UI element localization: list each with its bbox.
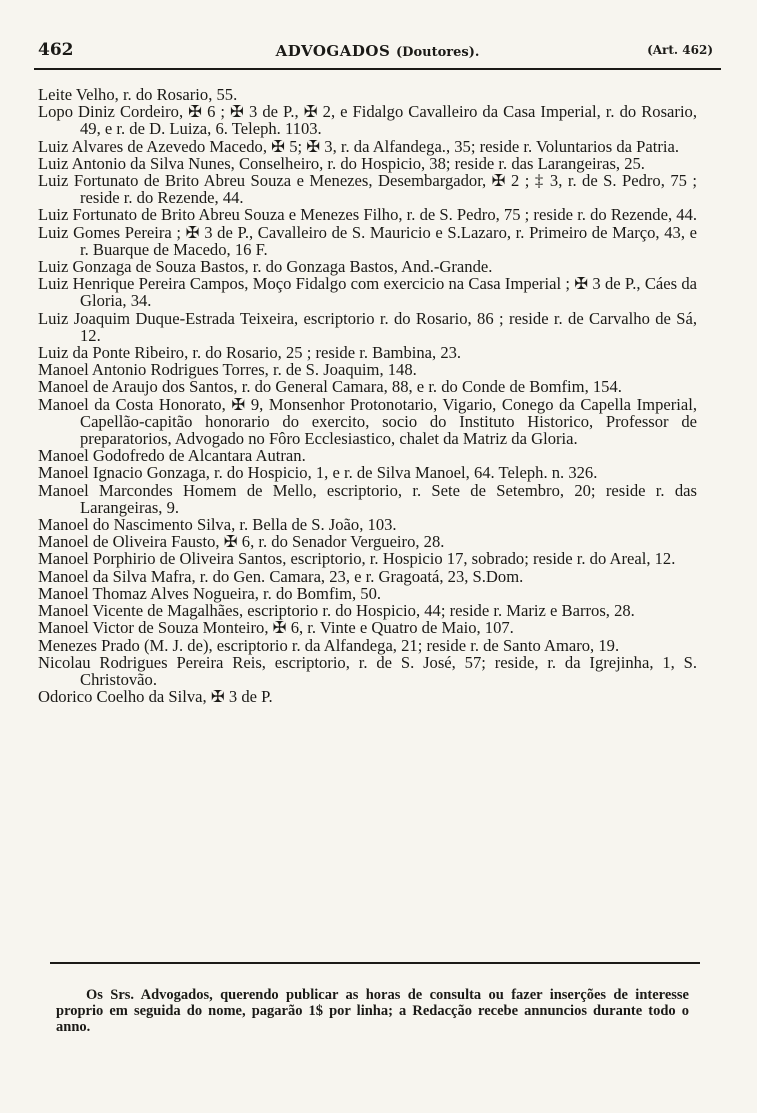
section-title: ADVOGADOS [275,42,391,60]
list-item: Manoel Marcondes Homem de Mello, escriptorio, r. Sete de Setembro, 20; reside r. das Larangeiras, 9. [38,480,697,517]
list-item: Manoel Godofredo de Alcantara Autran. [38,446,306,466]
list-item: Luiz Alvares de Azevedo Macedo, ✠ 5; ✠ 3, r. da Alfandega., 35; reside r. Voluntarios da Patria. [38,136,680,156]
list-item: Manoel de Oliveira Fausto, ✠ 6, r. do Senador Vergueiro, 28. [38,532,445,552]
list-item: Menezes Prado (M. J. de), escriptorio r. da Alfandega, 21; reside r. de Santo Amaro, 19. [38,635,620,655]
list-item: Manoel do Nascimento Silva, r. Bella de S. João, 103. [38,515,397,535]
list-item: Manoel Vicente de Magalhães, escriptorio r. do Hospicio, 44; reside r. Mariz e Barros, 28. [38,601,635,621]
list-item: Manoel da Costa Honorato, ✠ 9, Monsenhor Protonotario, Vigario, Conego da Capella Imperial, Capellão-capitão honorario do exercito, socio do Instituto Historico, Professor de preparatorios, Advogado no Fôro Ecclesiastico, chalet da Matriz da Gloria. [38,394,697,449]
list-item: Luiz Gonzaga de Souza Bastos, r. do Gonzaga Bastos, And.-Grande. [38,257,493,277]
list-item: Manoel Porphirio de Oliveira Santos, escriptorio, r. Hospicio 17, sobrado; reside r. do Areal, 12. [38,549,676,569]
list-item: Luiz Henrique Pereira Campos, Moço Fidalgo com exercicio na Casa Imperial ; ✠ 3 de P., Cáes da Gloria, 34. [38,274,697,311]
page-title [34,42,721,60]
list-item: Manoel da Silva Mafra, r. do Gen. Camara, 23, e r. Gragoatá, 23, S.Dom. [38,566,524,586]
list-item: Nicolau Rodrigues Pereira Reis, escriptorio, r. de S. José, 57; reside, r. da Igrejinha, 1, S. Christovão. [38,652,697,689]
page-header [34,34,721,70]
lawyer-list [38,86,697,705]
list-item: Luiz da Ponte Ribeiro, r. do Rosario, 25 ; reside r. Bambina, 23. [38,343,462,363]
list-item: Manoel de Araujo dos Santos, r. do General Camara, 88, e r. do Conde de Bomfim, 154. [38,377,622,397]
list-item: Luiz Fortunato de Brito Abreu Souza e Menezes, Desembargador, ✠ 2 ; ‡ 3, r. de S. Pedro, 75 ; reside r. do Rezende, 44. [38,171,697,208]
list-item: Lopo Diniz Cordeiro, ✠ 6 ; ✠ 3 de P., ✠ 2, e Fidalgo Cavalleiro da Casa Imperial, r. do Rosario, 49, e r. de D. Luiza, 6. Teleph. 1103. [38,102,697,139]
list-item: Luiz Joaquim Duque-Estrada Teixeira, escriptorio r. do Rosario, 86 ; reside r. de Carvalho de Sá, 12. [38,308,697,345]
list-item: Luiz Antonio da Silva Nunes, Conselheiro, r. do Hospicio, 38; reside r. das Larangeiras, 25. [38,153,645,173]
list-item: Luiz Fortunato de Brito Abreu Souza e Menezes Filho, r. de S. Pedro, 75 ; reside r. do Rezende, 44. [38,205,698,225]
list-item: Leite Velho, r. do Rosario, 55. [38,85,238,104]
section-subtitle: (Doutores). [396,45,480,60]
list-item: Luiz Gomes Pereira ; ✠ 3 de P., Cavalleiro de S. Mauricio e S.Lazaro, r. Primeiro de Março, 43, e r. Buarque de Macedo, 16 F. [38,222,697,259]
list-item: Manoel Antonio Rodrigues Torres, r. de S. Joaquim, 148. [38,360,417,380]
footer-note: Os Srs. Advogados, querendo publicar as horas de consulta ou fazer inserções de interesse proprio em seguida do nome, pagarão 1$ por linha; a Redacção recebe annuncios durante todo o anno. [56,986,689,1035]
footer-divider [50,962,700,964]
page-number: 462 [38,40,74,60]
article-reference: (Art. 462) [647,43,713,57]
list-item: Manoel Thomaz Alves Nogueira, r. do Bomfim, 50. [38,583,382,603]
list-item: Manoel Victor de Souza Monteiro, ✠ 6, r. Vinte e Quatro de Maio, 107. [38,618,514,638]
list-item: Odorico Coelho da Silva, ✠ 3 de P. [38,687,273,707]
list-item: Manoel Ignacio Gonzaga, r. do Hospicio, 1, e r. de Silva Manoel, 64. Teleph. n. 326. [38,463,598,483]
